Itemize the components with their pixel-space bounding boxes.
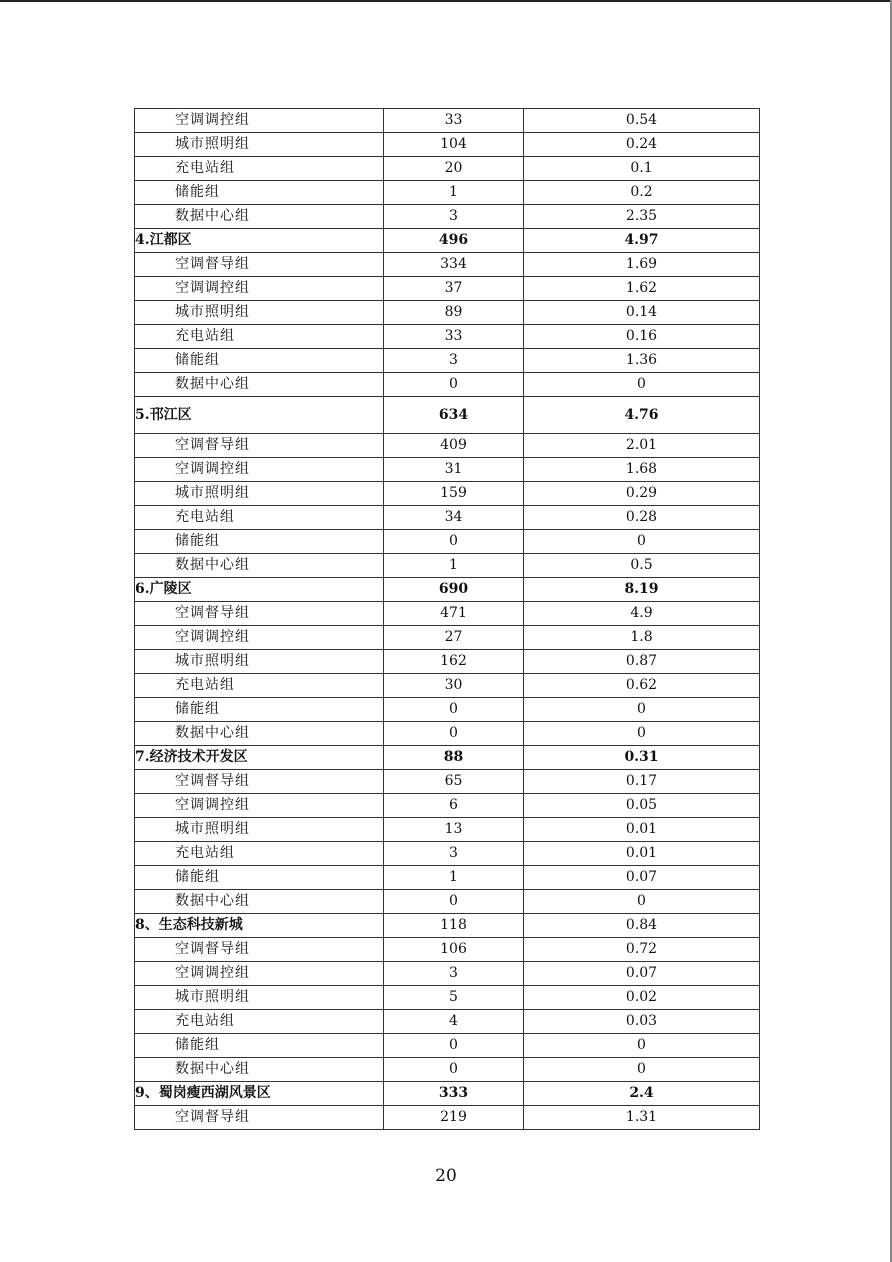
row-count-cell: 88 <box>384 746 524 770</box>
row-name-cell: 5.邗江区 <box>135 397 384 434</box>
row-name-cell: 充电站组 <box>135 157 384 181</box>
row-name-cell: 8、生态科技新城 <box>135 914 384 938</box>
row-value-cell: 0.31 <box>524 746 760 770</box>
row-value-cell: 2.4 <box>524 1082 760 1106</box>
row-count-cell: 37 <box>384 277 524 301</box>
row-count-cell: 634 <box>384 397 524 434</box>
group-row <box>135 1058 760 1082</box>
row-count-cell: 219 <box>384 1106 524 1130</box>
row-name-cell: 储能组 <box>135 349 384 373</box>
row-value-cell: 0.16 <box>524 325 760 349</box>
row-value-cell: 0 <box>524 722 760 746</box>
group-row <box>135 253 760 277</box>
row-value-cell: 0.72 <box>524 938 760 962</box>
row-value-cell: 0.01 <box>524 842 760 866</box>
row-value-cell: 1.36 <box>524 349 760 373</box>
row-count-cell: 6 <box>384 794 524 818</box>
group-row <box>135 866 760 890</box>
row-value-cell: 0.29 <box>524 482 760 506</box>
group-row <box>135 325 760 349</box>
row-count-cell: 1 <box>384 181 524 205</box>
district-row <box>135 1082 760 1106</box>
row-count-cell: 3 <box>384 842 524 866</box>
row-name-cell: 充电站组 <box>135 325 384 349</box>
row-count-cell: 3 <box>384 962 524 986</box>
row-value-cell: 4.9 <box>524 602 760 626</box>
group-row <box>135 554 760 578</box>
row-count-cell: 159 <box>384 482 524 506</box>
group-row <box>135 1010 760 1034</box>
row-count-cell: 89 <box>384 301 524 325</box>
group-row <box>135 962 760 986</box>
district-row <box>135 229 760 253</box>
row-name-cell: 充电站组 <box>135 842 384 866</box>
row-count-cell: 409 <box>384 434 524 458</box>
row-value-cell: 1.68 <box>524 458 760 482</box>
row-name-cell: 空调督导组 <box>135 434 384 458</box>
row-name-cell: 储能组 <box>135 530 384 554</box>
row-name-cell: 城市照明组 <box>135 986 384 1010</box>
row-name-cell: 数据中心组 <box>135 890 384 914</box>
group-row <box>135 530 760 554</box>
row-name-cell: 城市照明组 <box>135 301 384 325</box>
group-row <box>135 602 760 626</box>
row-count-cell: 0 <box>384 530 524 554</box>
page-number: 20 <box>435 1166 457 1186</box>
row-name-cell: 城市照明组 <box>135 650 384 674</box>
group-row <box>135 133 760 157</box>
row-count-cell: 33 <box>384 109 524 133</box>
group-row <box>135 698 760 722</box>
group-row <box>135 434 760 458</box>
row-value-cell: 1.31 <box>524 1106 760 1130</box>
group-row <box>135 842 760 866</box>
group-row <box>135 373 760 397</box>
row-count-cell: 1 <box>384 866 524 890</box>
group-row <box>135 650 760 674</box>
row-name-cell: 储能组 <box>135 181 384 205</box>
row-count-cell: 13 <box>384 818 524 842</box>
row-count-cell: 104 <box>384 133 524 157</box>
row-count-cell: 65 <box>384 770 524 794</box>
row-value-cell: 0 <box>524 698 760 722</box>
row-name-cell: 空调调控组 <box>135 794 384 818</box>
row-count-cell: 3 <box>384 349 524 373</box>
group-row <box>135 506 760 530</box>
group-row <box>135 818 760 842</box>
row-value-cell: 0 <box>524 373 760 397</box>
row-name-cell: 空调调控组 <box>135 626 384 650</box>
row-count-cell: 31 <box>384 458 524 482</box>
row-name-cell: 空调督导组 <box>135 770 384 794</box>
group-row <box>135 722 760 746</box>
district-row <box>135 397 760 434</box>
district-row <box>135 578 760 602</box>
row-value-cell: 1.8 <box>524 626 760 650</box>
row-name-cell: 数据中心组 <box>135 722 384 746</box>
row-count-cell: 30 <box>384 674 524 698</box>
row-name-cell: 空调调控组 <box>135 962 384 986</box>
row-count-cell: 5 <box>384 986 524 1010</box>
row-count-cell: 690 <box>384 578 524 602</box>
row-name-cell: 城市照明组 <box>135 133 384 157</box>
row-value-cell: 0.54 <box>524 109 760 133</box>
row-name-cell: 储能组 <box>135 866 384 890</box>
row-name-cell: 7.经济技术开发区 <box>135 746 384 770</box>
row-count-cell: 162 <box>384 650 524 674</box>
row-count-cell: 27 <box>384 626 524 650</box>
group-row <box>135 890 760 914</box>
row-count-cell: 334 <box>384 253 524 277</box>
row-count-cell: 496 <box>384 229 524 253</box>
row-value-cell: 0.05 <box>524 794 760 818</box>
row-count-cell: 4 <box>384 1010 524 1034</box>
row-count-cell: 118 <box>384 914 524 938</box>
row-name-cell: 城市照明组 <box>135 818 384 842</box>
row-name-cell: 空调调控组 <box>135 458 384 482</box>
row-value-cell: 0 <box>524 530 760 554</box>
row-count-cell: 0 <box>384 698 524 722</box>
row-value-cell: 0.01 <box>524 818 760 842</box>
row-value-cell: 1.62 <box>524 277 760 301</box>
group-row <box>135 794 760 818</box>
row-name-cell: 充电站组 <box>135 506 384 530</box>
row-value-cell: 0.17 <box>524 770 760 794</box>
row-name-cell: 9、蜀岗瘦西湖风景区 <box>135 1082 384 1106</box>
group-row <box>135 157 760 181</box>
row-name-cell: 储能组 <box>135 1034 384 1058</box>
group-row <box>135 674 760 698</box>
row-count-cell: 0 <box>384 1034 524 1058</box>
row-name-cell: 空调督导组 <box>135 938 384 962</box>
row-value-cell: 0.07 <box>524 866 760 890</box>
row-name-cell: 数据中心组 <box>135 205 384 229</box>
group-row <box>135 205 760 229</box>
row-count-cell: 0 <box>384 890 524 914</box>
row-value-cell: 0 <box>524 890 760 914</box>
row-value-cell: 0 <box>524 1058 760 1082</box>
group-row <box>135 986 760 1010</box>
row-value-cell: 8.19 <box>524 578 760 602</box>
row-value-cell: 1.69 <box>524 253 760 277</box>
group-row <box>135 770 760 794</box>
row-name-cell: 空调督导组 <box>135 253 384 277</box>
row-count-cell: 106 <box>384 938 524 962</box>
row-name-cell: 6.广陵区 <box>135 578 384 602</box>
group-row <box>135 349 760 373</box>
group-row <box>135 1106 760 1130</box>
row-value-cell: 0.28 <box>524 506 760 530</box>
row-name-cell: 空调调控组 <box>135 109 384 133</box>
district-row <box>135 746 760 770</box>
district-row <box>135 914 760 938</box>
row-name-cell: 储能组 <box>135 698 384 722</box>
row-name-cell: 城市照明组 <box>135 482 384 506</box>
group-row <box>135 277 760 301</box>
row-count-cell: 1 <box>384 554 524 578</box>
row-count-cell: 33 <box>384 325 524 349</box>
row-value-cell: 0.03 <box>524 1010 760 1034</box>
row-value-cell: 0.07 <box>524 962 760 986</box>
row-value-cell: 0.5 <box>524 554 760 578</box>
group-row <box>135 626 760 650</box>
row-name-cell: 空调督导组 <box>135 602 384 626</box>
row-value-cell: 0.87 <box>524 650 760 674</box>
group-row <box>135 301 760 325</box>
row-value-cell: 0.1 <box>524 157 760 181</box>
row-count-cell: 0 <box>384 1058 524 1082</box>
group-row <box>135 181 760 205</box>
row-value-cell: 2.35 <box>524 205 760 229</box>
top-border-line <box>0 0 892 2</box>
row-count-cell: 3 <box>384 205 524 229</box>
row-value-cell: 0 <box>524 1034 760 1058</box>
row-count-cell: 471 <box>384 602 524 626</box>
group-row <box>135 458 760 482</box>
data-table <box>134 108 760 1130</box>
row-count-cell: 34 <box>384 506 524 530</box>
row-name-cell: 空调督导组 <box>135 1106 384 1130</box>
group-row <box>135 938 760 962</box>
group-row <box>135 1034 760 1058</box>
row-count-cell: 0 <box>384 373 524 397</box>
row-value-cell: 0.02 <box>524 986 760 1010</box>
row-value-cell: 0.14 <box>524 301 760 325</box>
group-row <box>135 482 760 506</box>
row-value-cell: 0.24 <box>524 133 760 157</box>
row-name-cell: 数据中心组 <box>135 554 384 578</box>
row-count-cell: 333 <box>384 1082 524 1106</box>
row-name-cell: 充电站组 <box>135 674 384 698</box>
row-name-cell: 数据中心组 <box>135 1058 384 1082</box>
group-row <box>135 109 760 133</box>
row-value-cell: 0.2 <box>524 181 760 205</box>
row-name-cell: 空调调控组 <box>135 277 384 301</box>
row-name-cell: 4.江都区 <box>135 229 384 253</box>
row-value-cell: 0.62 <box>524 674 760 698</box>
row-count-cell: 0 <box>384 722 524 746</box>
row-name-cell: 充电站组 <box>135 1010 384 1034</box>
row-value-cell: 2.01 <box>524 434 760 458</box>
row-value-cell: 4.76 <box>524 397 760 434</box>
row-count-cell: 20 <box>384 157 524 181</box>
row-value-cell: 4.97 <box>524 229 760 253</box>
row-name-cell: 数据中心组 <box>135 373 384 397</box>
row-value-cell: 0.84 <box>524 914 760 938</box>
table-body <box>135 109 760 1130</box>
